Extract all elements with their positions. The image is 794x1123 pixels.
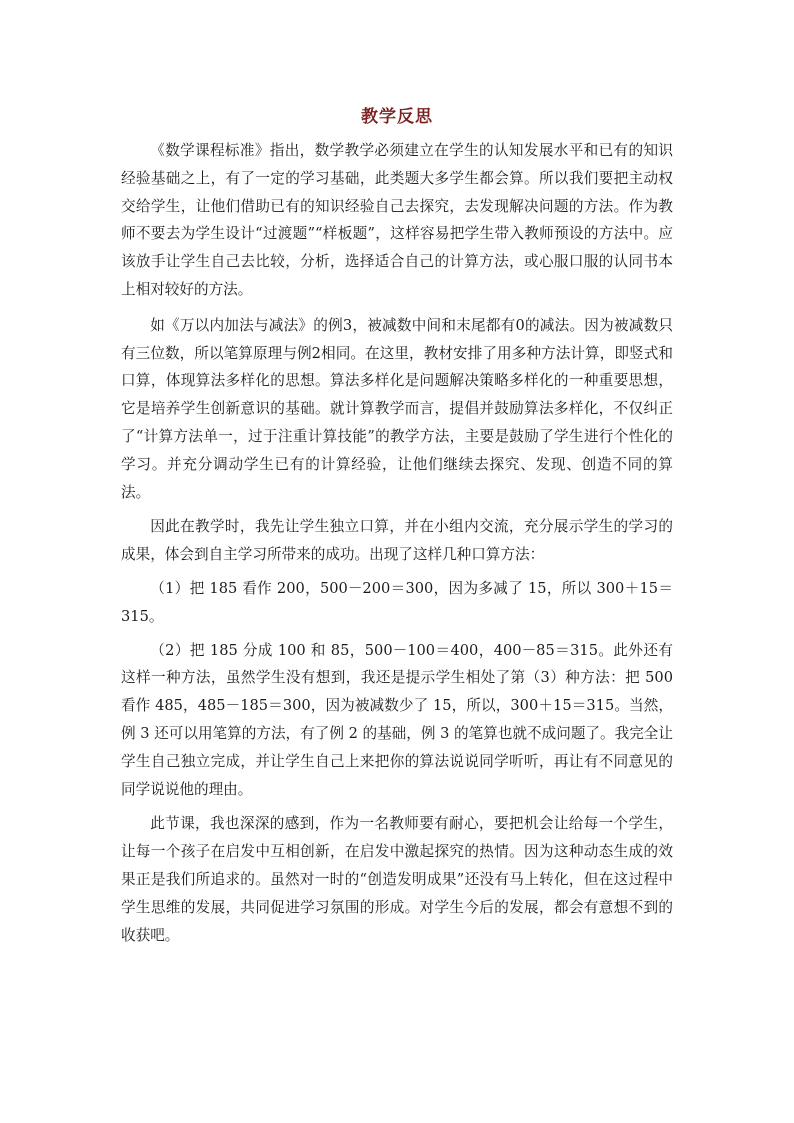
paragraph-curriculum-standard: 《数学课程标准》指出，数学教学必须建立在学生的认知发展水平和已有的知识经验基础之上，有了一定的学习基础，此类题大多学生都会算。所以我们要把主动权交给学生，让他们借助已有的知识经验自己去探究，去发现解决问题的方法。作为教师不要去为学生设计“过渡题”“样板题”，这样容易把学生带入教师预设的方法中。应该放手让学生自己去比较，分析，选择适合自己的计算方法，或心服口服的认同书本上相对较好的方法。 xyxy=(121,142,673,298)
paragraph-reflection: 此节课，我也深深的感到，作为一名教师要有耐心，要把机会让给每一个学生，让每一个孩子在启发中互相创新，在启发中激起探究的热情。因为这种动态生成的效果正是我们所追求的。虽然对一时的“创造发明成果”还没有马上转化，但在这过程中学生思维的发展，共同促进学习氛围的形成。对学生今后的发展，都会有意想不到的收获吧。 xyxy=(121,815,673,944)
paragraph-method-one: （1）把 185 看作 200，500－200＝300，因为多减了 15，所以 300＋15＝315。 xyxy=(121,579,673,625)
page-title: 教学反思 xyxy=(361,107,433,127)
paragraph-teaching-process: 因此在教学时，我先让学生独立口算，并在小组内交流，充分展示学生的学习的成果，体会到自主学习所带来的成功。出现了这样几种口算方法： xyxy=(121,518,673,564)
paragraph-method-two: （2）把 185 分成 100 和 85，500－100＝400，400－85＝315。此外还有这样一种方法，虽然学生没有想到，我还是提示学生相处了第（3）种方法：把 500 看作 485，485－185＝300，因为被减数少了 15，所以，300＋15＝315。当然，例 3 还可以用笔算的方法，有了例 2 的基础，例 3 的笔算也就不成问题了。我完全让学生自己独立完成，并让学生自己上来把你的算法说说同学听听，再让有不同意见的同学说说他的理由。 xyxy=(121,641,673,798)
document-page xyxy=(121,102,673,949)
paragraph-example-three: 如《万以内加法与减法》的例3，被减数中间和末尾都有0的减法。因为被减数只有三位数，所以笔算原理与例2相同。在这里，教材安排了用多种方法计算，即竖式和口算，体现算法多样化的思想。算法多样化是问题解决策略多样化的一种重要思想，它是培养学生创新意识的基础。就计算教学而言，提倡并鼓励算法多样化，不仅纠正了“计算方法单一，过于注重计算技能”的教学方法，主要是鼓励了学生进行个性化的学习。并充分调动学生已有的计算经验，让他们继续去探究、发现、创造不同的算法。 xyxy=(121,316,673,501)
